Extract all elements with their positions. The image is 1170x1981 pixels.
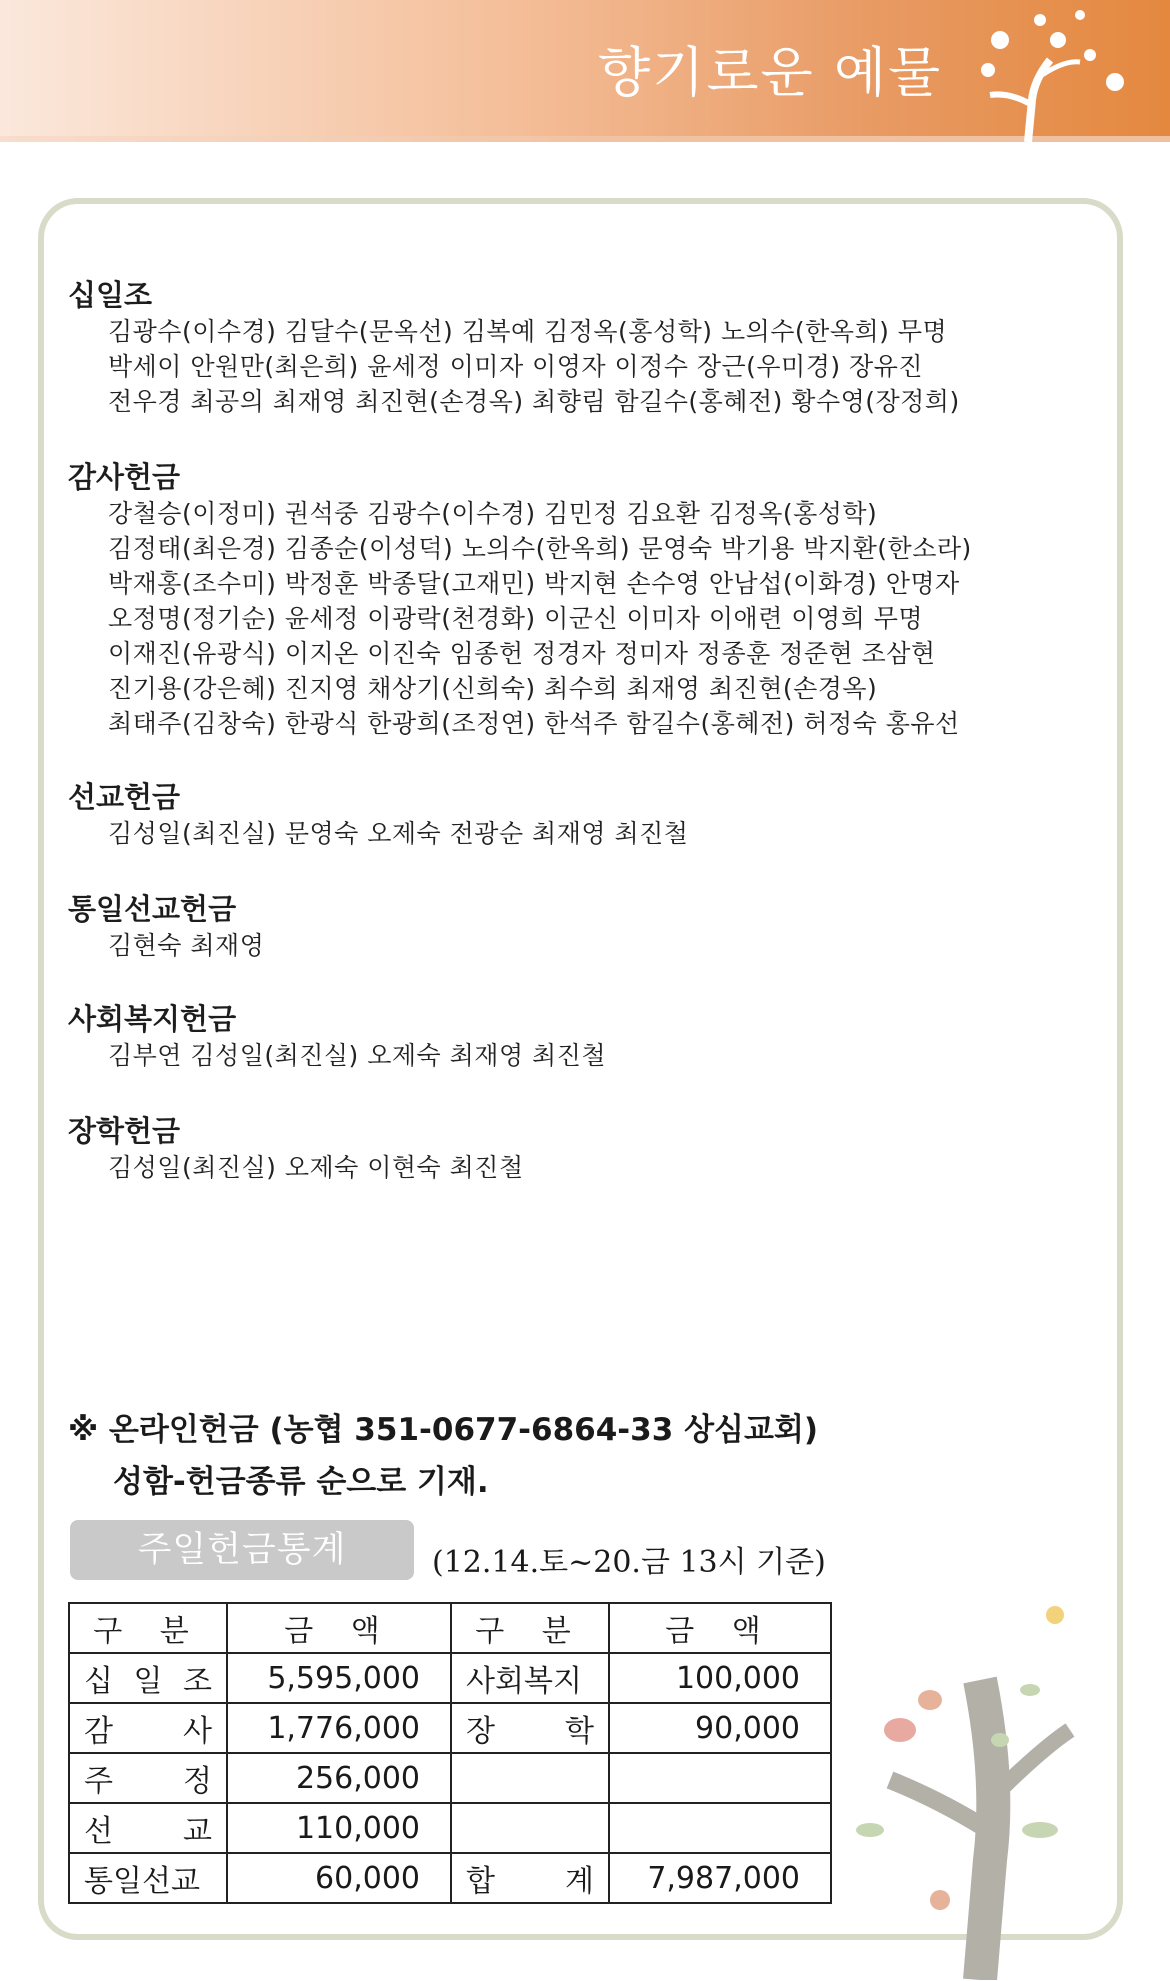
- category-char: 통일선교: [84, 1864, 200, 1899]
- donor-line: 진기용(강은혜) 진지영 채상기(신희숙) 최수희 최재영 최진현(손경옥): [108, 674, 878, 703]
- category-cell-2: [451, 1753, 609, 1803]
- table-header-row: [69, 1603, 831, 1653]
- amount-cell-2: 90,000: [609, 1703, 831, 1753]
- donor-line: 최태주(김창숙) 한광식 한광희(조정연) 한석주 함길수(홍혜전) 허정숙 홍유선: [108, 709, 960, 738]
- header-category-2: 구 분: [451, 1603, 609, 1653]
- offering-section: [68, 276, 960, 419]
- header-amount-1: 금 액: [227, 1603, 451, 1653]
- amount-cell-2: [609, 1803, 831, 1853]
- section-heading: 장학헌금: [68, 1114, 181, 1148]
- category-char: 장: [466, 1714, 495, 1749]
- category-cell-1: [69, 1753, 227, 1803]
- donor-line: 김현숙 최재영: [108, 931, 265, 960]
- category-char: 조: [183, 1664, 212, 1699]
- donor-line: 김정태(최은경) 김종순(이성덕) 노의수(한옥희) 문영숙 박기용 박지환(한소라): [108, 534, 972, 563]
- amount-cell-1: 256,000: [227, 1753, 451, 1803]
- category-char: 주: [84, 1764, 113, 1799]
- flower-branch-icon: [940, 0, 1140, 142]
- offering-section: [68, 778, 688, 851]
- offering-stats-table: [68, 1602, 832, 1904]
- amount-cell-2: 7,987,000: [609, 1853, 831, 1903]
- category-char: 정: [183, 1764, 212, 1799]
- donor-line: 박세이 안원만(최은희) 윤세정 이미자 이영자 이정수 장근(우미경) 장유진: [108, 352, 923, 381]
- donor-line: 이재진(유광식) 이지온 이진숙 임종헌 정경자 정미자 정종훈 정준현 조삼현: [108, 639, 936, 668]
- section-heading: 통일선교헌금: [68, 892, 237, 926]
- offering-section: [68, 1112, 524, 1185]
- offering-section: [68, 1000, 606, 1073]
- amount-cell-1: 110,000: [227, 1803, 451, 1853]
- stats-period-note: (12.14.토~20.금 13시 기준): [432, 1545, 826, 1580]
- category-cell-1: [69, 1703, 227, 1753]
- table-row: [69, 1853, 831, 1903]
- amount-cell-2: 100,000: [609, 1653, 831, 1703]
- amount-cell-1: 60,000: [227, 1853, 451, 1903]
- offering-section: [68, 458, 972, 741]
- header-amount-2: 금 액: [609, 1603, 831, 1653]
- offering-section: [68, 890, 264, 963]
- category-cell-2: [451, 1653, 609, 1703]
- category-char: 일: [133, 1664, 163, 1699]
- table-row: [69, 1803, 831, 1853]
- stats-badge: 주일헌금통계: [70, 1520, 414, 1580]
- category-char: 교: [183, 1814, 212, 1849]
- notice-line-2: 성함-헌금종류 순으로 기재.: [113, 1464, 489, 1500]
- table-row: [69, 1653, 831, 1703]
- amount-cell-2: [609, 1753, 831, 1803]
- section-heading: 사회복지헌금: [68, 1002, 237, 1036]
- donor-line: 김성일(최진실) 오제숙 이현숙 최진철: [108, 1153, 524, 1182]
- category-char: 사: [183, 1714, 212, 1749]
- tree-icon: [830, 1500, 1160, 1980]
- donor-line: 김광수(이수경) 김달수(문옥선) 김복예 김정옥(홍성학) 노의수(한옥희) 무명: [108, 317, 948, 346]
- category-char: 선: [84, 1814, 113, 1849]
- category-char: 십: [84, 1664, 113, 1699]
- category-cell-2: [451, 1803, 609, 1853]
- category-char: 계: [565, 1864, 594, 1899]
- donor-line: 김부연 김성일(최진실) 오제숙 최재영 최진철: [108, 1041, 606, 1070]
- category-char: 사회복지: [466, 1664, 582, 1699]
- category-cell-1: [69, 1853, 227, 1903]
- category-char: 학: [565, 1714, 594, 1749]
- section-heading: 십일조: [68, 278, 153, 312]
- table-row: [69, 1753, 831, 1803]
- donor-line: 강철승(이정미) 권석중 김광수(이수경) 김민정 김요환 김정옥(홍성학): [108, 499, 878, 528]
- donor-line: 박재홍(조수미) 박정훈 박종달(고재민) 박지현 손수영 안남섭(이화경) 안명자: [108, 569, 960, 598]
- section-heading: 선교헌금: [68, 780, 181, 814]
- category-cell-1: [69, 1803, 227, 1853]
- category-cell-1: [69, 1653, 227, 1703]
- category-cell-2: [451, 1703, 609, 1753]
- amount-cell-1: 5,595,000: [227, 1653, 451, 1703]
- donor-line: 전우경 최공의 최재영 최진현(손경옥) 최향림 함길수(홍혜전) 황수영(장정희): [108, 387, 960, 416]
- header-category-1: 구 분: [69, 1603, 227, 1653]
- category-cell-2: [451, 1853, 609, 1903]
- category-char: 합: [466, 1864, 495, 1899]
- notice-line-1: ※ 온라인헌금 (농협 351-0677-6864-33 상심교회): [68, 1412, 819, 1448]
- donor-line: 김성일(최진실) 문영숙 오제숙 전광순 최재영 최진철: [108, 819, 689, 848]
- page-title: 향기로운 예물: [598, 41, 943, 104]
- donor-line: 오정명(정기순) 윤세정 이광락(천경화) 이군신 이미자 이애련 이영희 무명: [108, 604, 923, 633]
- amount-cell-1: 1,776,000: [227, 1703, 451, 1753]
- table-row: [69, 1703, 831, 1753]
- category-char: 감: [84, 1714, 113, 1749]
- online-offering-notice: [68, 1404, 818, 1508]
- section-heading: 감사헌금: [68, 460, 181, 494]
